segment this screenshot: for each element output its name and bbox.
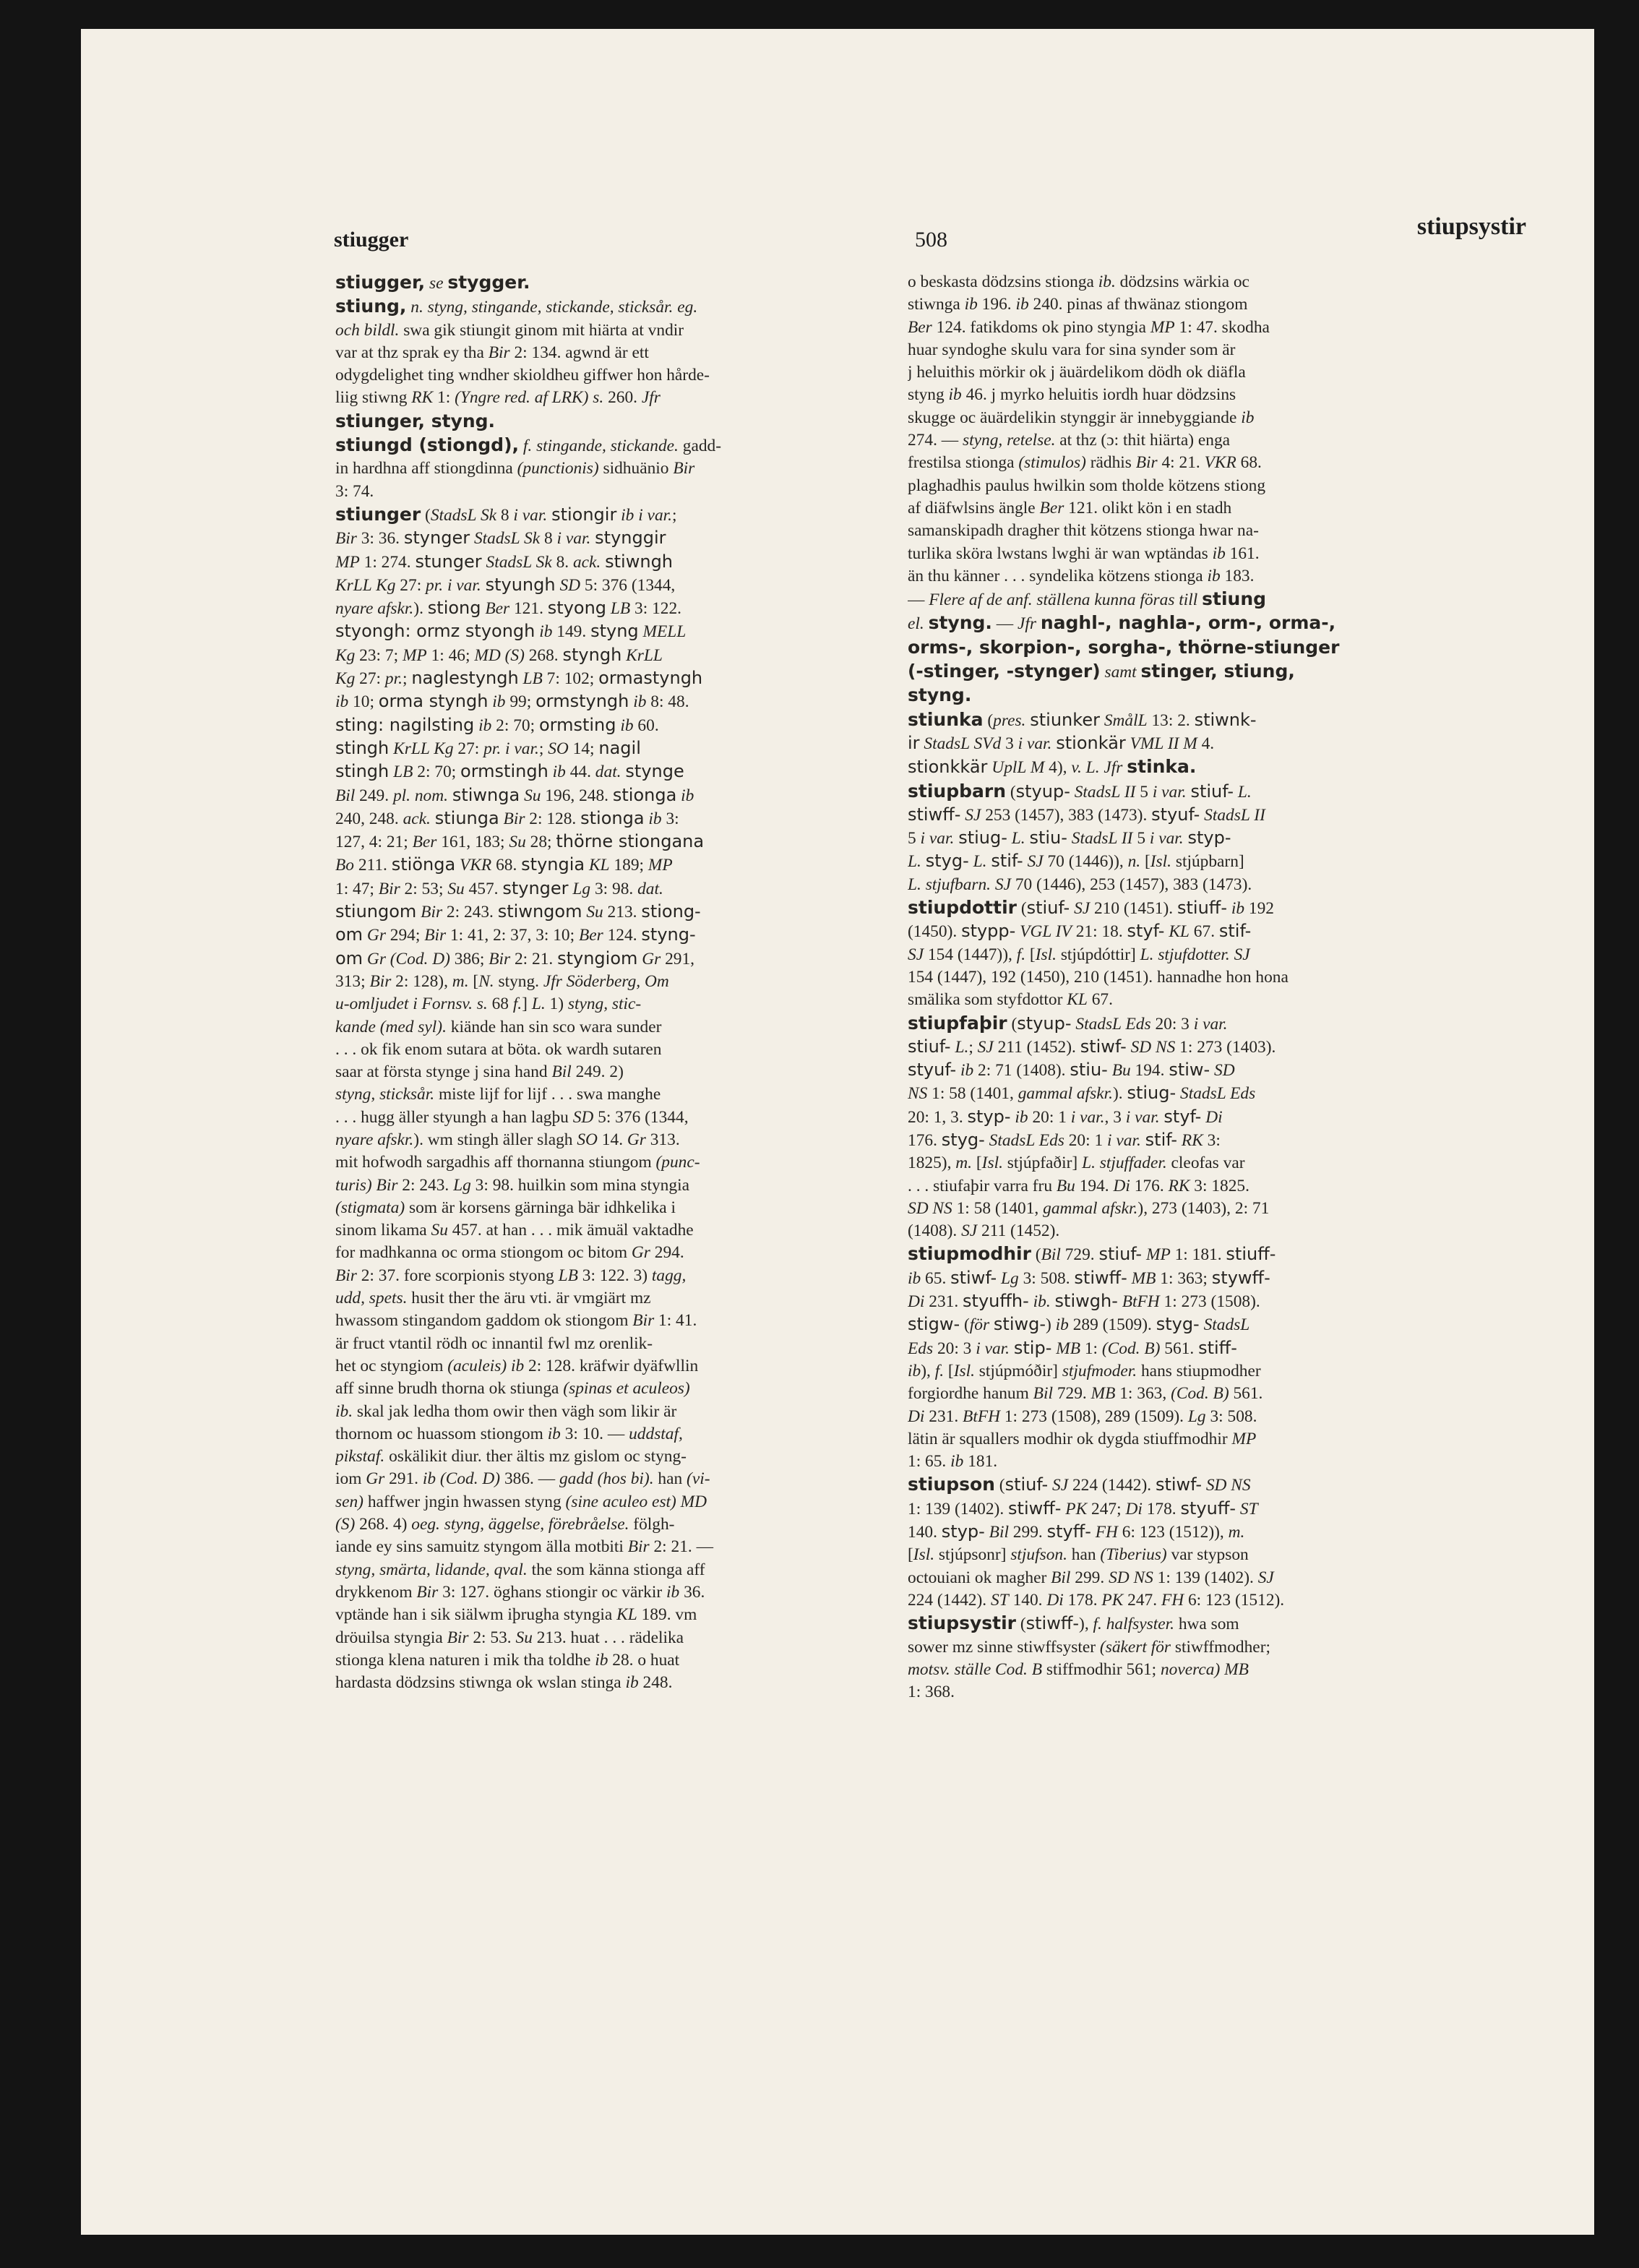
text-line: 274. — styng, retelse. at thz (ɔ: thit hiärta) enga [908,431,1231,450]
header-right-catchword: stiupsystir [1416,213,1526,240]
text-line: nyare afskr.). wm stingh äller slagh SO 14. Gr 313. [335,1130,680,1149]
text-line: orms-, skorpion-, sorgha-, thörne-stiunger [908,636,1340,658]
text-line: 224 (1442). ST 140. Di 178. PK 247. FH 6: 123 (1512). [908,1590,1285,1610]
text-line: lätin är squallers modhir ok dygda stiuffmodhir MP [908,1429,1257,1448]
text-line: styng. [908,684,972,706]
text-line: stiwff- SJ 253 (1457), 383 (1473). styuf- StadsL II [908,804,1265,825]
text-line: 127, 4: 21; Ber 161, 183; Su 28; thörne stiongana [335,831,705,852]
text-line: stiupbarn (styup- StadsL II 5 i var. stiuf- L. [908,780,1252,802]
page-number: 508 [915,228,947,252]
text-line: 176. styg- StadsL Eds 20: 1 i var. stif- RK 3: [908,1129,1221,1150]
text-line: stiuf- L.; SJ 211 (1452). stiwf- SD NS 1: 273 (1403). [908,1036,1276,1057]
text-line: sower mz sinne stiwffsyster (säkert för stiwffmodher; [908,1637,1270,1657]
text-line: Eds 20: 3 i var. stip- MB 1: (Cod. B) 561. stiff- [908,1337,1237,1358]
text-line: sen) haffwer jngin hwassen styng (sine aculeo est) MD [335,1492,707,1511]
text-line: turlika sköra lwstans lwghi är wan wptändas ib 161. [908,544,1260,563]
text-line: stiupfaþir (styup- StadsL Eds 20: 3 i var. [908,1012,1228,1034]
text-line: (stigmata) som är korsens gärninga bär idhkelika i [335,1198,676,1217]
text-line: iom Gr 291. ib (Cod. D) 386. — gadd (hos bi). han (vi- [335,1469,710,1489]
text-line: 20: 1, 3. styp- ib 20: 1 i var., 3 i var. styf- Di [908,1106,1223,1127]
text-line: u-omljudet i Fornsv. s. 68 f.] L. 1) styng, stic- [335,995,642,1014]
text-line: styng, sticksår. miste lijf for lijf . . . swa manghe [335,1085,661,1104]
text-line: frestilsa stionga (stimulos) rädhis Bir 4: 21. VKR 68. [908,453,1262,473]
dictionary-page [81,29,1594,2235]
text-line: KrLL Kg 27: pr. i var. styungh SD 5: 376 (1344, [335,574,676,595]
text-line: Di 231. BtFH 1: 273 (1508), 289 (1509). Lg 3: 508. [908,1406,1257,1426]
text-line: SJ 154 (1447)), f. [Isl. stjúpdóttir] L. stjufdotter. SJ [908,945,1250,964]
text-line: . . . ok fik enom sutara at böta. ok wardh sutaren [335,1039,662,1059]
page-header [334,213,1526,271]
text-line: (S) 268. 4) oeg. styng, äggelse, förebråelse. fölgh- [335,1515,675,1534]
text-line: stiunger (StadsL Sk 8 i var. stiongir ib i var.; [335,503,677,525]
text-line: skugge oc äuärdelikin stynggir är innebyggiande ib [908,408,1255,427]
text-line: drykkenom Bir 3: 127. öghans stiongir oc värkir ib 36. [335,1582,705,1602]
text-line: (1408). SJ 211 (1452). [908,1221,1060,1241]
text-line: än thu känner . . . syndelika kötzens stionga ib 183. [908,566,1255,585]
right-column [908,271,1481,2042]
text-line: 1: 139 (1402). stiwff- PK 247; Di 178. styuff- ST [908,1498,1258,1519]
text-line: odygdelighet ting wndher skioldheu giffwer hon hårde- [335,366,710,385]
text-line: udd, spets. husit ther the äru vti. är vmgiärt mz [335,1289,651,1308]
text-line: Kg 27: pr.; naglestyngh LB 7: 102; ormastyngh [335,668,703,689]
text-line: het oc styngiom (aculeis) ib 2: 128. kräfwir dyäfwllin [335,1356,699,1375]
text-line: vptände han i sik siälwm iþrugha styngia KL 189. vm [335,1605,697,1625]
text-line: stiwnga ib 196. ib 240. pinas af thwänaz stiongom [908,295,1248,314]
text-line: styng, smärta, lidande, qval. the som känna stionga aff [335,1560,705,1579]
text-line: (-stinger, -stynger) samt stinger, stiung, [908,661,1295,682]
text-line: 154 (1447), 192 (1450), 210 (1451). hannadhe hon hona [908,967,1289,987]
text-line: (1450). stypp- VGL IV 21: 18. styf- KL 67. stif- [908,921,1252,942]
text-line: forgiordhe hanum Bil 729. MB 1: 363, (Cod. B) 561. [908,1384,1263,1404]
text-line: mit hofwodh sargadhis aff thornanna stiungom (punc- [335,1153,700,1172]
text-line: stionkkär UplL M 4), v. L. Jfr stinka. [908,756,1197,778]
text-line: L. stjufbarn. SJ 70 (1446), 253 (1457), 383 (1473). [908,875,1252,894]
text-line: Bir 3: 36. stynger StadsL Sk 8 i var. stynggir [335,528,666,549]
text-line: stionga klena naturen i mik tha toldhe ib 28. o huat [335,1650,680,1670]
text-line: octouiani ok magher Bil 299. SD NS 1: 139 (1402). SJ [908,1568,1274,1587]
text-line: Kg 23: 7; MP 1: 46; MD (S) 268. styngh KrLL [335,644,663,665]
text-line: ib. skal jak ledha thom owir then vägh som likir är [335,1401,677,1421]
text-line: stiunger, styng. [335,410,496,431]
text-line: om Gr (Cod. D) 386; Bir 2: 21. styngiom Gr 291, [335,948,695,968]
text-line: . . . stiufaþir varra fru Bu 194. Di 176. RK 3: 1825. [908,1176,1249,1195]
text-line: dröuilsa styngia Bir 2: 53. Su 213. huat . . . rädelika [335,1628,684,1647]
text-line: stiupsystir (stiwff-), f. halfsyster. hwa som [908,1612,1239,1634]
text-line: 5 i var. stiug- L. stiu- StadsL II 5 i var. styp- [908,828,1231,849]
text-line: for madhkanna oc orma stiongom oc bitom Gr 294. [335,1243,684,1263]
text-line: — Flere af de anf. ställena kunna föras till stiung [908,588,1267,610]
text-line: styuf- ib 2: 71 (1408). stiu- Bu 194. stiw- SD [908,1060,1235,1081]
left-column [335,271,906,2042]
text-line: samanskipadh dragher thit kötzens stionga hwar na- [908,521,1259,541]
text-line: Bil 249. pl. nom. stiwnga Su 196, 248. stionga ib [335,784,694,805]
text-line: stiupmodhir (Bil 729. stiuf- MP 1: 181. stiuff- [908,1243,1276,1265]
text-line: stiunka (pres. stiunker SmålL 13: 2. stiwnk- [908,708,1257,730]
text-line: är fruct vtantil rödh oc innantil fwl mz orenlik- [335,1333,653,1353]
text-line: om Gr 294; Bir 1: 41, 2: 37, 3: 10; Ber 124. styng- [335,924,696,945]
text-line: hwassom stingandom gaddom ok stiongom Bir 1: 41. [335,1311,697,1331]
text-line: stiupson (stiuf- SJ 224 (1442). stiwf- SD NS [908,1474,1251,1495]
text-line: 1: 65. ib 181. [908,1452,998,1472]
text-line: MP 1: 274. stunger StadsL Sk 8. ack. stiwngh [335,551,674,572]
text-line: stigw- (för stiwg-) ib 289 (1509). styg- StadsL [908,1314,1250,1335]
text-line: saar at första stynge j sina hand Bil 249. 2) [335,1062,624,1082]
text-line: pikstaf. oskälikit diur. ther ältis mz gislom oc styng- [335,1447,687,1466]
text-line: NS 1: 58 (1401, gammal afskr.). stiug- StadsL Eds [908,1083,1256,1104]
text-line: ib 65. stiwf- Lg 3: 508. stiwff- MB 1: 363; stywff- [908,1267,1270,1288]
text-line: [Isl. stjúpsonr] stjufson. han (Tiberius) var stypson [908,1545,1249,1565]
text-line: styongh: ormz styongh ib 149. styng MELL [335,621,687,642]
text-line: Ber 124. fatikdoms ok pino styngia MP 1: 47. skodha [908,317,1270,337]
text-line: aff sinne brudh thorna ok stiunga (spinas et aculeos) [335,1379,690,1399]
text-line: af diäfwlsins ängle Ber 121. olikt kön i en stadh [908,498,1232,517]
text-line: plaghadhis paulus hwilkin som tholde kötzens stiong [908,476,1266,495]
text-line: sinom likama Su 457. at han . . . mik ämuäl vaktadhe [335,1221,694,1240]
text-line: ib 10; orma styngh ib 99; ormstyngh ib 8: 48. [335,691,689,712]
text-line: thornom oc huassom stiongom ib 3: 10. — uddstaf, [335,1424,683,1443]
text-line: in hardhna aff stiongdinna (punctionis) sidhuänio Bir [335,459,695,478]
text-line: Di 231. styuffh- ib. stiwgh- BtFH 1: 273 (1508). [908,1291,1260,1312]
text-line: Bir 2: 37. fore scorpionis styong LB 3: 122. 3) tagg, [335,1266,687,1285]
text-line: stingh LB 2: 70; ormstingh ib 44. dat. stynge [335,761,684,782]
text-line: stingh KrLL Kg 27: pr. i var.; SO 14; nagil [335,737,641,758]
text-line: j heluithis mörkir ok j äuärdelikom dödh ok diäfla [908,363,1246,382]
text-line: stiung, n. styng, stingande, stickande, sticksår. eg. [335,296,698,317]
text-line: . . . hugg äller styungh a han lagþu SD 5: 376 (1344, [335,1107,689,1127]
text-line: och bildl. swa gik stiungit ginom mit hiärta at vndir [335,320,684,340]
text-line: 1825), m. [Isl. stjúpfaðir] L. stjuffader. cleofas var [908,1154,1245,1173]
text-line: stiungd (stiongd), f. stingande, stickande. gadd- [335,434,722,456]
text-line: motsv. ställe Cod. B stiffmodhir 561; noverca) MB [908,1659,1249,1679]
text-line: var at thz sprak ey tha Bir 2: 134. agwnd är ett [335,343,649,362]
text-line: L. styg- L. stif- SJ 70 (1446)), n. [Isl. stjúpbarn] [908,851,1244,872]
text-line: nyare afskr.). stiong Ber 121. styong LB 3: 122. [335,598,682,619]
text-line: 3: 74. [335,481,374,501]
text-line: turis) Bir 2: 243. Lg 3: 98. huilkin som mina styngia [335,1175,689,1195]
text-line: stiupdottir (stiuf- SJ 210 (1451). stiuff- ib 192 [908,897,1274,919]
text-line: ir StadsL SVd 3 i var. stionkär VML II M 4. [908,732,1215,753]
text-line: liig stiwng RK 1: (Yngre red. af LRK) s. 260. Jfr [335,388,661,408]
text-line: 1: 368. [908,1683,955,1702]
text-line: o beskasta dödzsins stionga ib. dödzsins wärkia oc [908,272,1249,291]
text-line: SD NS 1: 58 (1401, gammal afskr.), 273 (1403), 2: 71 [908,1198,1270,1218]
text-line: 1: 47; Bir 2: 53; Su 457. stynger Lg 3: 98. dat. [335,877,663,898]
text-line: 240, 248. ack. stiunga Bir 2: 128. stionga ib 3: [335,807,679,828]
text-line: sting: nagilsting ib 2: 70; ormsting ib 60. [335,714,659,735]
text-line: smälika som styfdottor KL 67. [908,990,1113,1010]
text-line: stiugger, se stygger. [335,272,530,293]
text-line: 140. styp- Bil 299. styff- FH 6: 123 (1512)), m. [908,1521,1245,1542]
text-line: iande ey sins samuitz styngom älla motbiti Bir 2: 21. — [335,1537,713,1557]
text-line: stiungom Bir 2: 243. stiwngom Su 213. stiong- [335,901,701,922]
text-line: ib), f. [Isl. stjúpmóðir] stjufmoder. hans stiupmodher [908,1361,1261,1380]
text-line: Bo 211. stiönga VKR 68. styngia KL 189; MP [335,854,673,875]
text-line: kande (med syl). kiände han sin sco wara sunder [335,1017,662,1036]
text-line: huar syndoghe skulu vara for sina synder som är [908,340,1236,359]
header-left-catchword: stiugger [334,228,409,252]
text-line: styng ib 46. j myrko heluitis iordh huar dödzsins [908,385,1236,405]
text-line: hardasta dödzsins stiwnga ok wslan stinga ib 248. [335,1673,673,1693]
text-line: el. styng. — Jfr naghl-, naghla-, orm-, orma-, [908,612,1336,634]
text-line: 313; Bir 2: 128), m. [N. styng. Jfr Söderberg, Om [335,971,669,991]
